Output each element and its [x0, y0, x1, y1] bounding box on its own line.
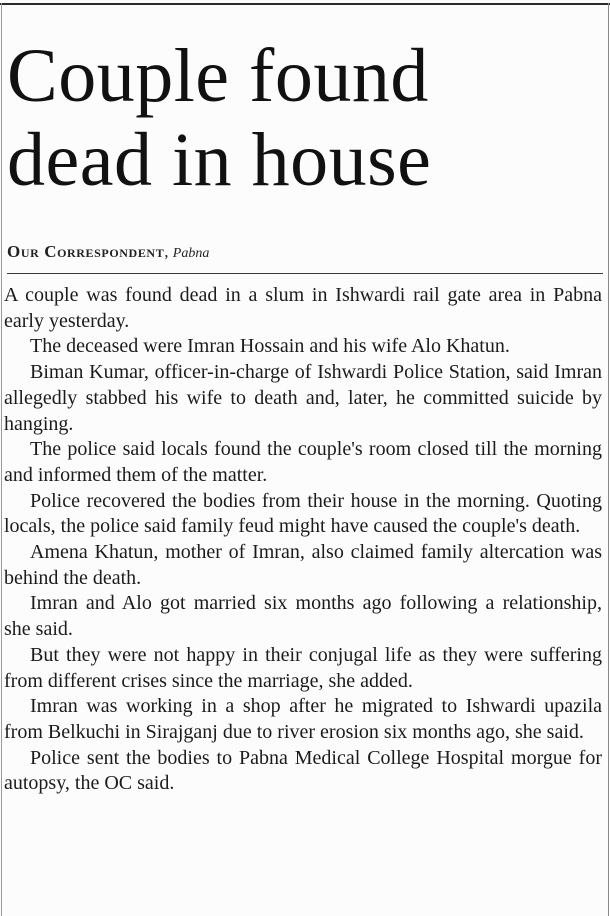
headline — [7, 34, 603, 202]
headline-line-2: dead in house — [7, 118, 432, 202]
byline-place: Pabna — [172, 246, 210, 261]
byline-author: Our Correspondent — [7, 242, 165, 261]
article-body — [4, 283, 602, 797]
left-border — [1, 3, 2, 916]
paragraph-7: Imran and Alo got married six months ago following a relationship, she said. — [4, 592, 602, 641]
right-border — [608, 3, 609, 916]
paragraph-9: Imran was working in a shop after he migrated to Ishwardi upazila from Belkuchi in Sirajganj due to river erosion six months ago, she said. — [4, 695, 602, 743]
byline-divider — [7, 273, 603, 274]
paragraph-6: Amena Khatun, mother of Imran, also claimed family altercation was behind the death. — [4, 541, 602, 589]
paragraph-5: Police recovered the bodies from their house in the morning. Quoting locals, the police said family feud might have caused the couple's death. — [4, 489, 602, 538]
top-rule — [0, 3, 610, 5]
byline — [7, 241, 603, 265]
paragraph-1: A couple was found dead in a slum in Ishwardi rail gate area in Pabna early yesterday. — [4, 284, 602, 332]
paragraph-8: But they were not happy in their conjugal life as they were suffering from different crises since the marriage, she added. — [4, 643, 602, 692]
paragraph-2: The deceased were Imran Hossain and his wife Alo Khatun. — [30, 335, 510, 358]
byline-separator: , — [164, 242, 169, 261]
paragraph-3: Biman Kumar, officer-in-charge of Ishwardi Police Station, said Imran allegedly stabbed his wife to death and, later, he committed suicide by hanging. — [4, 361, 602, 435]
paragraph-4: The police said locals found the couple's room closed till the morning and informed them of the matter. — [4, 438, 602, 486]
headline-line-1: Couple found — [7, 34, 429, 118]
paragraph-10: Police sent the bodies to Pabna Medical College Hospital morgue for autopsy, the OC said. — [4, 746, 602, 795]
